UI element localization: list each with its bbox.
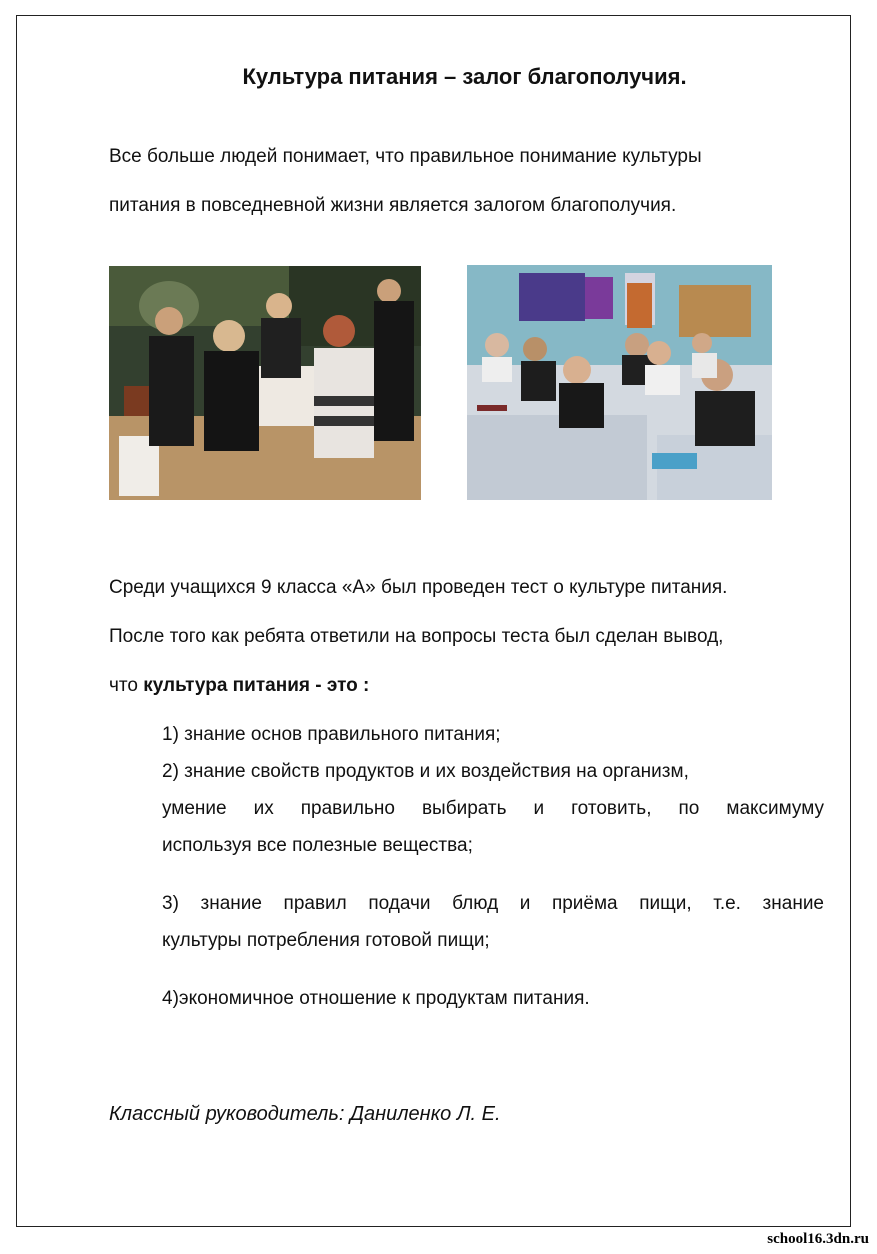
page-title: Культура питания – залог благополучия. — [242, 64, 687, 89]
intro-line-1: Все больше людей понимает, что правильное понимание культуры — [109, 146, 702, 167]
intro-line-2: питания в повседневной жизни является залогом благополучия. — [109, 195, 677, 216]
signature: Классный руководитель: Даниленко Л. Е. — [109, 1103, 501, 1125]
list-item-4: 4)экономичное отношение к продуктам питания. — [162, 988, 590, 1009]
list-item-2-line-3: используя все полезные вещества; — [162, 835, 473, 856]
body-line-3-bold: культура питания - это : — [143, 675, 370, 696]
body-line-3 — [109, 674, 369, 698]
list-item-3-line-1: 3) знание правил подачи блюд и приёма пищи, т.е. знание — [162, 893, 824, 914]
photo-students-at-tables — [109, 266, 421, 500]
list-item-1: 1) знание основ правильного питания; — [162, 724, 501, 745]
photo-classroom-test — [467, 265, 772, 500]
list-item-3-line-2: культуры потребления готовой пищи; — [162, 930, 490, 951]
photo-classroom-test-image — [467, 265, 772, 500]
photo-students-at-tables-image — [109, 266, 421, 500]
list-item-2-line-1: 2) знание свойств продуктов и их воздействия на организм, — [162, 761, 689, 782]
body-line-2: После того как ребята ответили на вопросы теста был сделан вывод, — [109, 626, 724, 647]
watermark: school16.3dn.ru — [767, 1231, 869, 1247]
body-line-3-prefix: что — [109, 675, 144, 696]
list-item-2-line-2: умение их правильно выбирать и готовить, по максимуму — [162, 798, 824, 819]
body-line-1: Среди учащихся 9 класса «А» был проведен тест о культуре питания. — [109, 577, 728, 598]
